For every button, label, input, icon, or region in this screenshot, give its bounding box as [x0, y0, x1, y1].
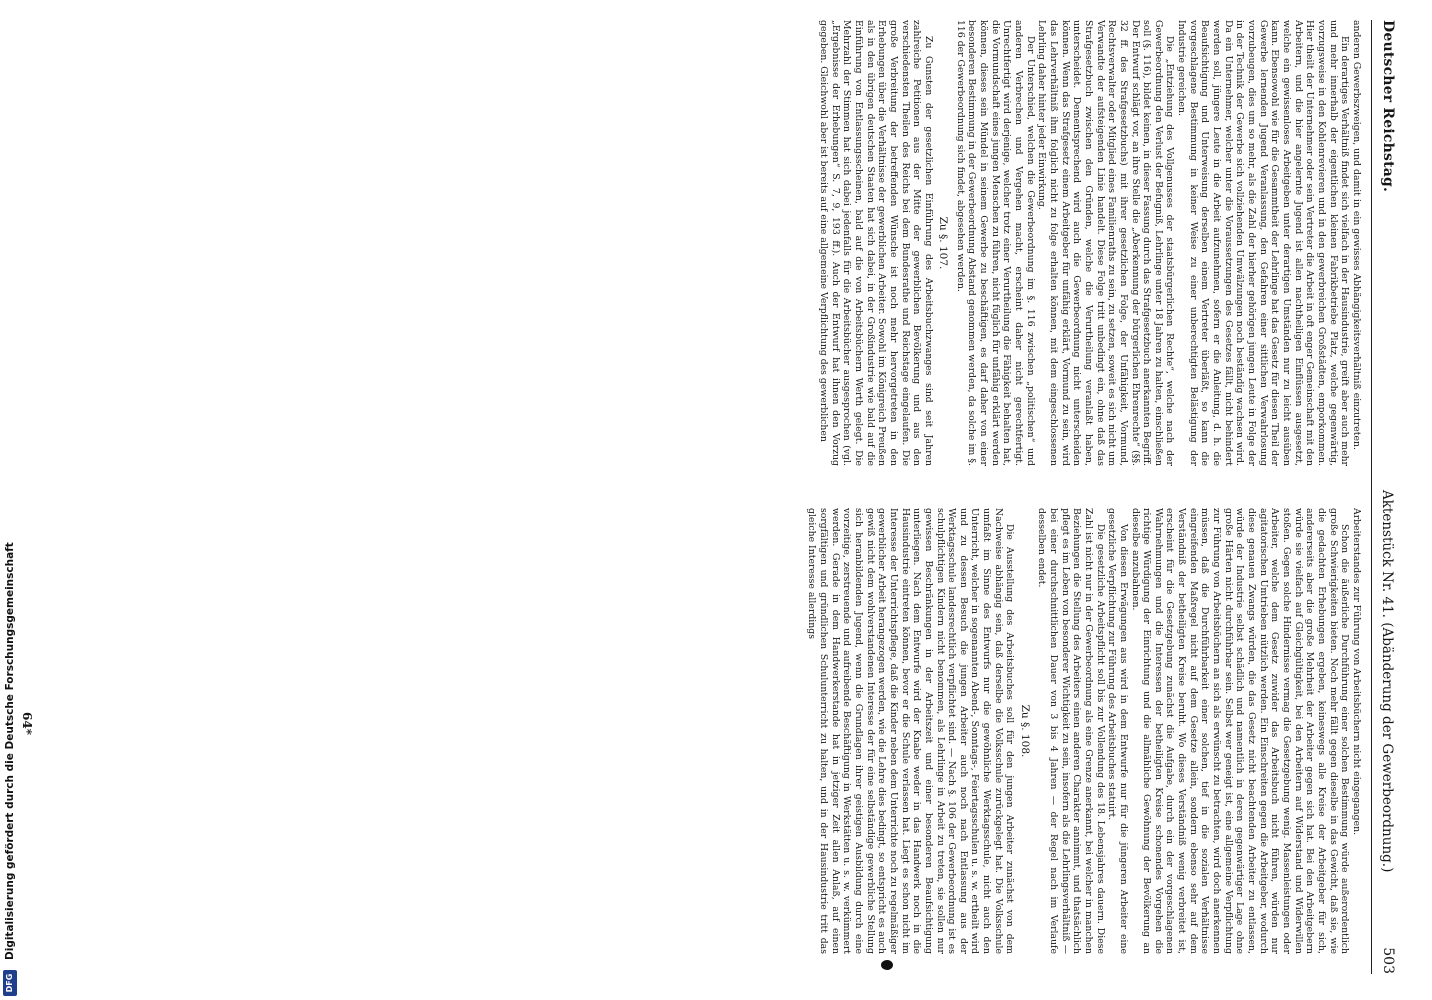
page-header [1371, 20, 1402, 974]
ink-blot [881, 960, 893, 970]
right-text-column [27, 508, 1362, 954]
page-number: 503 [1379, 947, 1396, 974]
digitization-credit-strip [0, 0, 20, 1000]
left-paragraph-4: Der Unterschied, welchen die Gewerbeordnung im §. 116 zwischen „politischen“ und anderen Verbrechen und Vergehen macht, erscheint daher nicht gerechtfertigt. Unrechtfertigt wird derjenige, welcher trotz einer Verurtheilung die Fähigkeit behalten hat, die Vormundschaft eines jungen Menschen zu führen, nicht füglich für unfähig erklärt werden können, dieses sein Mündel in seinem Gewerbe zu beschäftigen, es darf daher von einer besonderen Bestimmung in der Gewerbeordnung Abstand genommen werden, da solche im §. 116 der Gewerbeordnung sich findet, abgesehen werden. [954, 20, 1036, 466]
sheet-signature-mark: 64* [20, 712, 34, 735]
section-heading-108: Zu §. 108. [1018, 704, 1031, 758]
left-text-column [27, 20, 1362, 466]
left-paragraph-1: anderen Gewerbszweigen, und damit in ein gewisses Abhängigkeitsverhältniß einzutreten. [1351, 20, 1362, 450]
dfg-logo-icon [3, 970, 17, 996]
right-paragraph-1: Arbeiterstandes zur Führung von Arbeitsbüchern nicht eingegangen. [1351, 508, 1362, 836]
dfg-logo-text: DFG [5, 973, 14, 993]
right-paragraph-3: Von diesen Erwägungen aus wird in dem Entwurfe nur für die jüngeren Arbeiter eine gesetzliche Verpflichtung zur Führung des Arbeitsbuches statuirt. [1106, 508, 1129, 954]
digitization-credit-text: Digitalisierung gefördert durch die Deutsche Forschungsgemeinschaft [4, 542, 16, 960]
left-paragraph-2: Ein derartiges Verhältniß findet sich vielfach in der Hausindustrie, greift aber auch mehr und mehr innerhalb der eigentlichen kleinen Fabrikbetriebe Platz, welche gegenwärtig, vorzugsweise in den Kohlenrevieren und in den gewerbreichen Großstädten, emporkommen. Hier theilt der Unternehmer oder sein Vertreter die Arbeit in oft enger Gemeinschaft mit den Arbeitern, und die hier angelernte Jugend ist allen nachtheiligen Einflüssen ausgesetzt, welche ein gewissenloses Arbeitgeben unter derartigen Umständen nur zu leicht ausüben kann. Ebensowohl wie für die Gesammtheit der Lehrlinge hat das Gesetz für diesen Theil der Gewerbe lernenden Jugend Veranlassung, den Gefahren einer sittlichen Verwahrlosung vorzubeugen, dies um so mehr, als die Zahl der hierher gehörigen jungen Leute in Folge der in der Technik der Gewerbe sich vollziehenden Umwälzungen noch beständig wachsen wird. Da ein Unternehmer, welcher unter die Voraussetzungen des Gesetzes fällt, nicht behindert werden soll, jüngere Leute in die Arbeit aufzunehmen, sofern er die Anleitung, d. h. die Beaufsichtigung und Unterweisung derselben einem Vertreter überläßt, so kann die vorgeschlagene Bestimmung in keiner Weise zu einer unberechtigten Belästigung der Industrie gereichen. [1176, 20, 1351, 466]
left-paragraph-3: Die „Entziehung des Vollgenusses der staatsbürgerlichen Rechte“, welche nach der Gewerbeordnung den Verlust der Befugniß, Lehrlinge unter 18 Jahren zu halten, einschließen soll (§. 116), bildet keinen, in dieser Fassung durch das Strafgesetzbuch anerkannten Begriff. Der Entwurf schlägt vor, an ihre Stelle die „Aberkennung der bürgerlichen Ehrenrechte“ (§§. 32 ff. des Strafgesetzbuchs) mit ihrer gesetzlichen Folge, der Unfähigkeit, Vormund, Rechtsverwalter oder Mitglied eines Familienraths zu sein, zu setzen, soweit es sich nicht um Verwandte der aufsteigenden Linie handelt. Diese Folge tritt unbedingt ein, ohne daß das Strafgesetzbuch zwischen den Gründen, welche die Verurtheilung veranlaßt haben, unterscheidet. Dementsprechend wird auch die Gewerbeordnung nicht unterscheiden können. Wenn das Strafgesetz einem Arbeitgeber für unfähig erklärt, Vormund zu sein, wird das Lehrverhältniß ihm folglich nicht zu folge erhalten können, mit dem eingeschlossenen Lehrling daher hinter jeder Einwirkung. [1036, 20, 1176, 466]
right-paragraph-4: Die gesetzliche Arbeitspflicht soll bis zur Vollendung des 18. Lebensjahres dauern. Diese Zahl ist nicht nur in der Gewerbeordnung als eine Grenze anerkannt, bei welcher in manchen Beziehungen die Stellung des Arbeiters einen anderen Charakter annimmt, und thatsächlich pflegt es im Leben von besonderer Wichtigkeit zu sein, insofern als die Lehrlingsverhältniß — bei einer durchschnittlichen Dauer von 3 bis 4 Jahren — der Regel nach im Verlaufe desselben endet. [1036, 508, 1106, 954]
left-paragraph-5: Zu Gunsten der gesetzlichen Einführung des Arbeitsbuchzwanges sind seit Jahren zahlreiche Petitionen aus der Mitte der gewerblichen Bevölkerung und aus den verschiedensten Theilen des Reichs bei dem Bundesrathe und Reichstage eingelaufen. Die große Verbreitung der betreffenden Wünsche ist noch mehr hervorgetreten in den Erhebungen über die Verhältnisse der gewerblichen Arbeiter. Sowohl im Königreich Preußen als in den übrigen deutschen Staaten hat sich dabei, in der Großindustrie wie bald auf die Einführung von Entlassungsscheinen, bald auf die von Arbeitsbüchern Werth gelegt. Die Mehrzahl der Stimmen hat sich dabei jedenfalls für die Arbeitsbücher ausgesprochen (vgl. „Ergebnisse der Erhebungen“ S. 7, 9, 193 ff.). Auch der Entwurf hat ihnen den Vorzug gegeben. Gleichwohl aber ist bereits auf eine allgemeine Verpflichtung des gewerblichen [817, 20, 934, 466]
section-heading-107: Zu §. 107. [937, 216, 950, 270]
header-title: Deutscher Reichstag. [1379, 20, 1396, 193]
right-paragraph-5: Die Ausstellung des Arbeitsbuches soll für den jungen Arbeiter zunächst von dem Nachweise abhängig sein, daß derselbe die Volksschule zurückgelegt hat. Die Volksschule umfaßt im Sinne des Entwurfs nur die gewöhnliche Werktagsschule, nicht auch den Unterricht, welcher in sogenannten Abend-, Sonntags-, Feiertagsschulen u. s. w. ertheilt wird und zu dessen Besuch die jungen Arbeiter auch noch nach Entlassung aus der Werktagsschule landesrechtlich verpflichtet sind. — Nach §. 106 der Gewerbeordnung ist es schulpflichtigen Kindern nicht benommen, als Lehrlinge in Arbeit zu treten, sie sollen nur gewissen Beschränkungen in der Arbeitszeit und einer besonderen Beaufsichtigung unterliegen. Nach dem Entwurfe wird der Knabe weder in das Handwerk noch in die Hausindustrie eintreten können, bevor er die Schule verlassen hat. Liegt es schon nicht im Interesse der Unterrichtspflege, daß die Kinder neben dem Unterrichte noch zu regelmäßiger gewerblicher Arbeit herangezogen werden, wie die Lehre dies bedingt, so entspricht es auch gewiß nicht dem wohlverstandenen Interesse der für eine selbständige gewerbliche Stellung sich heranbildenden Jugend, wenn die Grundlagen ihrer geistigen Ausbildung durch eine vorzeitige, zerstreuende und aufreibende Beschäftigung in Werkstätten u. s. w. verkümmert werden. Gerade in dem Handwerkerstande hat in jetziger Zeit allen Anlaß, auf einen sorgfältigen und gründlichen Schulunterricht zu halten, und in der Hausindustrie tritt das gleiche Interesse allerdings [806, 508, 1016, 954]
header-subtitle: Aktenstück Nr. 41. (Abänderung der Gewerbeordnung.) [1378, 490, 1395, 873]
right-paragraph-2: Schon die äußerliche Durchführung einer solchen Bestimmung würde außerordentlich große Schwierigkeiten bieten. Noch mehr fällt gegen dieselbe in das Gewicht, daß sie, wie die gedachten Erhebungen ergeben, keineswegs alle Kreise der Arbeitgeber für sich, andererseits aber die große Mehrheit der Arbeiter gegen sich hat. Bei den Arbeitgebern würde sie vielfach auf Gleichgültigkeit, bei den Arbeitern auf Widerstand und Widerwillen stoßen. Gegen solche Hindernisse vermag die Gesetzgebung wenig. Massenleistungen oder Arbeiter, welche dem Gesetz zuwider das Arbeitsbuch nicht führen, würden nur agitatorischen Umtrieben nützlich werden. Ein Einschreiten gegen die Arbeitgeber, wodurch diese genauen Zwangs würden, die das Gesetz nicht beachtenden Arbeiter zu entlassen, würde der Industrie selbst schädlich und namentlich in deren gegenwärtiger Lage ohne große Härten nicht durchführbar sein. Selbst wer geneigt ist, eine allgemeine Verpflichtung zur Führung von Arbeitsbüchern an sich als erwünscht zu betrachten, wird doch anerkennen müssen, daß die Durchführbarkeit einer solchen, tief in die sozialen Verhältnisse eingreifenden Maßregel nicht auf dem Gesetze allein, sondern ebenso sehr auf dem Verständniß der betheiligten Kreise beruht. Wo dieses Verständniß wenig verbreitet ist, erscheint für die Gesetzgebung zunächst die Aufgabe, durch ein der vorgeschlagenen Wahrnehmungen und die Interessen der betheiligten Kreise schonendes Vorgehen die richtige Würdigung der Einrichtung und die allmähliche Gewöhnung der Bevölkerung an dieselbe anzubahnen. [1129, 508, 1351, 954]
